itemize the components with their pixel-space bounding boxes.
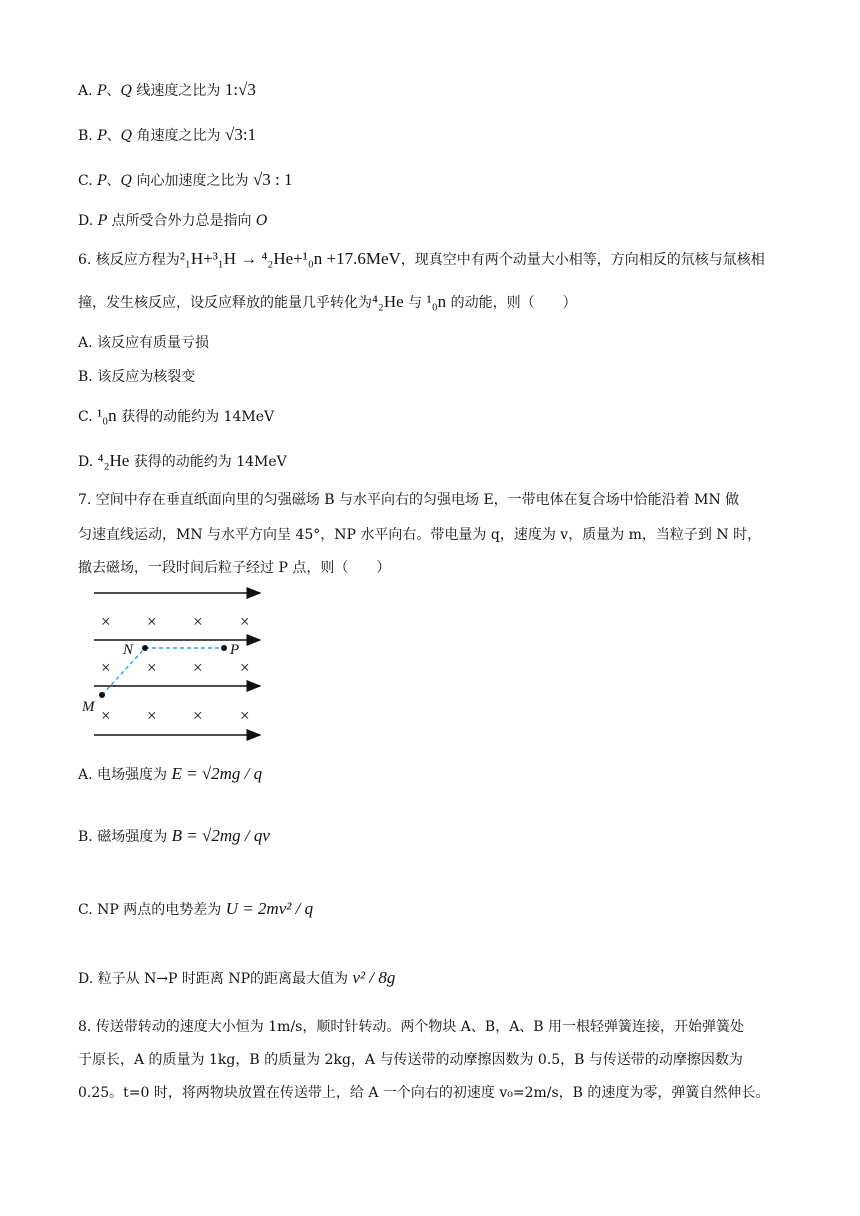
svg-text:×: ×: [240, 612, 250, 631]
q6-option-b: B. 该反应为核裂变: [78, 369, 196, 385]
svg-text:×: ×: [101, 658, 111, 677]
svg-text:×: ×: [193, 706, 203, 725]
ratio-value: 1:√3: [224, 80, 256, 99]
particle-path: [102, 648, 224, 695]
formula-u: U = 2mv² / q: [225, 899, 314, 918]
svg-text:×: ×: [147, 612, 157, 631]
formula-e: E = √2mg / q: [171, 764, 263, 783]
svg-text:×: ×: [147, 706, 157, 725]
svg-text:×: ×: [240, 706, 250, 725]
q5-option-b: B. P、Q 角速度之比为 √3:1: [78, 125, 257, 144]
svg-text:×: ×: [240, 658, 250, 677]
point-m: [99, 692, 105, 698]
electric-field-lines: [94, 593, 260, 735]
q6-option-a: A. 该反应有质量亏损: [78, 335, 210, 351]
q6-stem-line2: 撞，发生核反应，设反应释放的能量几乎转化为⁴₂He 与 ¹₀n 的动能，则（ ）: [78, 292, 577, 311]
label-p: P: [230, 642, 240, 658]
q5-option-a: A. P、Q 线速度之比为 1:√3: [78, 80, 256, 99]
q7-option-c: C. NP 两点的电势差为 U = 2mv² / q: [78, 899, 314, 918]
svg-text:×: ×: [193, 658, 203, 677]
q8-stem-line3: 0.25。t=0 时，将两物块放置在传送带上，给 A 一个向右的初速度 v₀=2m/s，B 的速度为零，弹簧自然伸长。: [78, 1085, 770, 1101]
q7-option-a: A. 电场强度为 E = √2mg / q: [78, 764, 263, 783]
q6-option-c: C. ¹₀n 获得的动能约为 14MeV: [78, 406, 275, 425]
svg-text:×: ×: [101, 706, 111, 725]
label-m: M: [82, 699, 95, 715]
formula-b: B = √2mg / qv: [171, 826, 270, 845]
magnetic-field-crosses: [101, 612, 250, 725]
q7-stem-line2: 匀速直线运动，MN 与水平方向呈 45°，NP 水平向右。带电量为 q，速度为 v，质量为 m，当粒子到 N 时，: [78, 527, 762, 543]
svg-text:×: ×: [101, 612, 111, 631]
point-n: [142, 645, 148, 651]
q8-stem-line2: 于原长，A 的质量为 1kg，B 的质量为 2kg，A 与传送带的动摩擦因数为 0.5，B 与传送带的动摩擦因数为: [78, 1052, 743, 1068]
label-n: N: [123, 642, 134, 658]
q7-stem-line3: 撤去磁场，一段时间后粒子经过 P 点，则（ ）: [78, 560, 391, 576]
q7-stem-line1: 7. 空间中存在垂直纸面向里的匀强磁场 B 与水平向右的匀强电场 E，一带电体在复合场中恰能沿着 MN 做: [78, 492, 740, 508]
ratio-value: √3 : 1: [252, 170, 293, 189]
q8-stem-line1: 8. 传送带转动的速度大小恒为 1m/s，顺时针转动。两个物块 A、B，A、B 用一根轻弹簧连接，开始弹簧处: [78, 1019, 745, 1035]
q5-option-c: C. P、Q 向心加速度之比为 √3 : 1: [78, 170, 293, 189]
q7-option-b: B. 磁场强度为 B = √2mg / qv: [78, 826, 270, 845]
point-p: [221, 645, 227, 651]
nuclear-equation: ²₁H+³₁H → ⁴₂He+¹₀n +17.6MeV: [179, 249, 401, 268]
ratio-value: √3:1: [225, 125, 257, 144]
formula-max-distance: v² / 8g: [352, 968, 396, 987]
svg-text:×: ×: [193, 612, 203, 631]
svg-text:×: ×: [147, 658, 157, 677]
q6-stem-line1: 6. 核反应方程为²₁H+³₁H → ⁴₂He+¹₀n +17.6MeV，现真空中有两个动量大小相等，方向相反的氘核与氚核相: [78, 249, 765, 268]
q7-option-d: D. 粒子从 N→P 时距离 NP的距离最大值为 v² / 8g: [78, 968, 396, 987]
q6-option-d: D. ⁴₂He 获得的动能约为 14MeV: [78, 451, 287, 470]
q5-option-d: D. P 点所受合外力总是指向 O: [78, 213, 268, 229]
